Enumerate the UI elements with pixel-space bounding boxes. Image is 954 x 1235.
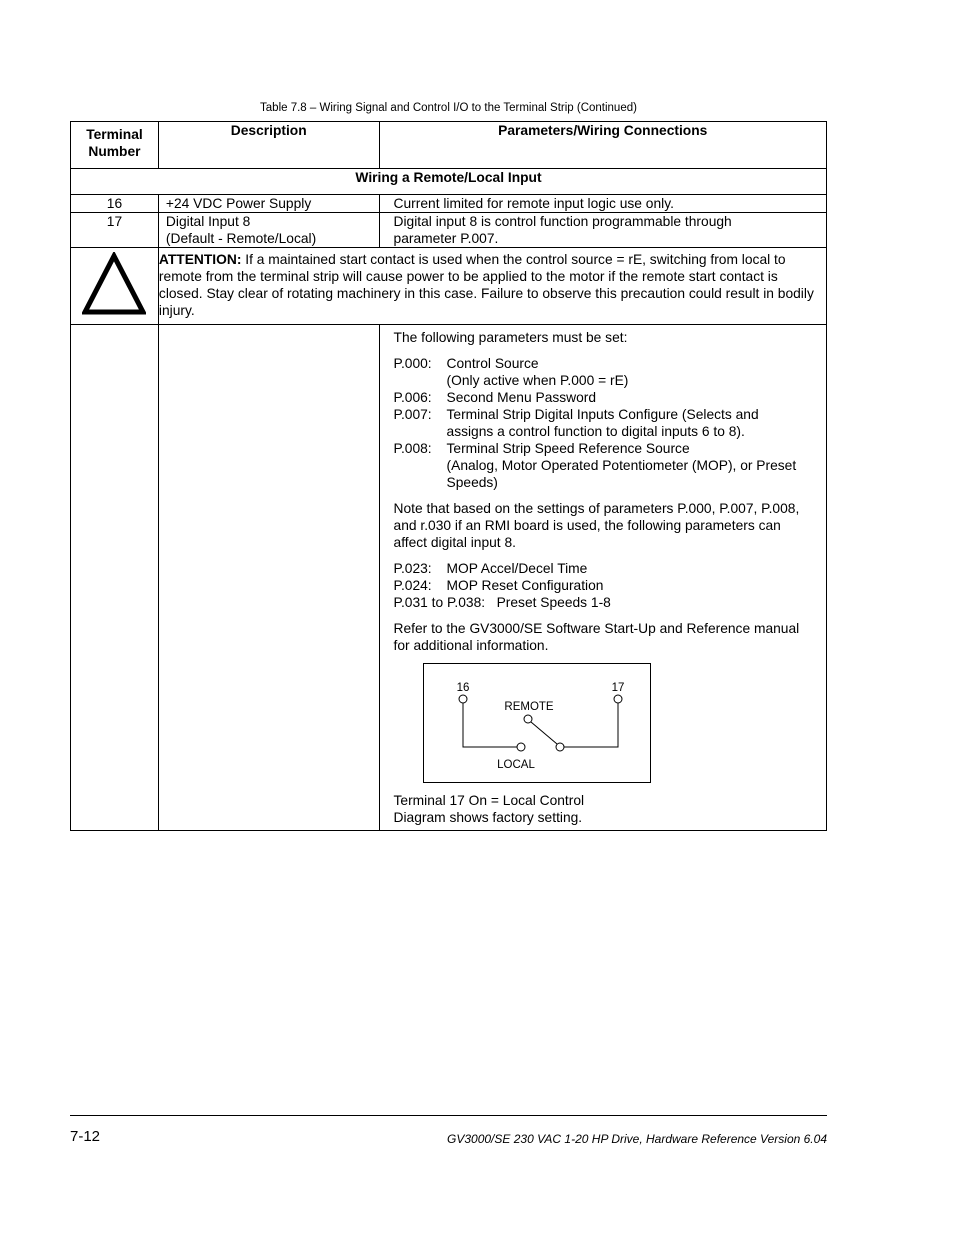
header-description: Description — [158, 122, 379, 169]
switch-arm — [531, 722, 557, 744]
parameter-line: Speeds) — [446, 475, 498, 490]
header-terminal-line1: Terminal — [86, 127, 143, 142]
empty-cell — [158, 325, 379, 831]
terminal-17-contact — [614, 695, 622, 703]
parameter-list-2 — [394, 560, 818, 611]
terminal-connection: Current limited for remote input logic use only. — [379, 195, 826, 213]
parameter-item — [394, 560, 818, 577]
section-title: Wiring a Remote/Local Input — [71, 169, 827, 195]
parameter-text: Second Menu Password — [446, 390, 597, 405]
parameter-item — [394, 389, 818, 406]
terminal-strip-table — [70, 121, 827, 831]
parameter-line: Terminal Strip Digital Inputs Configure (Selects and — [446, 407, 759, 422]
footer-divider — [70, 1115, 827, 1116]
connection-line: Digital input 8 is control function programmable through — [393, 214, 732, 229]
warning-triangle-icon — [82, 252, 146, 316]
section-row — [71, 169, 827, 195]
local-label: LOCAL — [496, 759, 535, 771]
details-cell — [379, 325, 826, 831]
terminal-number: 16 — [71, 195, 159, 213]
details-row — [71, 325, 827, 831]
parameter-text — [447, 355, 818, 389]
note-text: Note that based on the settings of parameters P.000, P.007, P.008, and r.030 if an RMI board is used, the following parameters can affect digital input 8. — [393, 501, 800, 550]
local-contact — [517, 743, 525, 751]
parameter-item — [394, 577, 818, 594]
attention-row — [71, 248, 827, 325]
parameter-code: P.000: — [393, 356, 432, 371]
parameter-text — [447, 406, 818, 440]
intro-text: The following parameters must be set: — [393, 330, 628, 345]
remote-label: REMOTE — [503, 701, 554, 713]
parameter-line: Control Source — [446, 356, 539, 371]
terminal-17-label: 17 — [611, 682, 624, 694]
warning-icon-cell — [71, 248, 159, 325]
parameter-text: MOP Reset Configuration — [446, 578, 604, 593]
parameter-text: MOP Accel/Decel Time — [446, 561, 588, 576]
parameter-line: assigns a control function to digital inputs 6 to 8). — [446, 424, 745, 439]
parameter-item — [394, 440, 818, 491]
attention-text: If a maintained start contact is used when the control source = rE, switching from local to remote from the terminal strip will cause power to be applied to the motor if the remote start contact is closed. Stay clear of rotating machinery in this case. Failure to observe this precaution could result in bodily injury. — [158, 252, 814, 318]
attention-message — [158, 248, 826, 325]
terminal-connection — [379, 213, 826, 248]
page-number: 7-12 — [70, 1128, 101, 1145]
table-row — [71, 195, 827, 213]
attention-label: ATTENTION: — [158, 252, 242, 267]
table-caption: Table 7.8 – Wiring Signal and Control I/O to the Terminal Strip (Continued) — [260, 102, 637, 114]
terminal-number: 17 — [71, 213, 159, 248]
parameter-code: P.007: — [393, 407, 432, 422]
description-line: Digital Input 8 — [165, 214, 251, 229]
wiring-diagram — [423, 663, 651, 783]
parameter-code: P.006: — [393, 390, 432, 405]
parameter-item: P.031 to P.038: Preset Speeds 1-8 — [393, 595, 611, 610]
header-connections: Parameters/Wiring Connections — [379, 122, 826, 169]
parameter-list — [394, 355, 818, 491]
header-terminal-number — [71, 122, 159, 169]
footer-note-line1: Terminal 17 On = Local Control — [393, 793, 585, 808]
parameter-code: P.024: — [393, 578, 432, 593]
switch-contact — [556, 743, 564, 751]
parameter-line: (Analog, Motor Operated Potentiometer (MOP), or Preset — [446, 458, 797, 473]
connection-line: parameter P.007. — [393, 231, 499, 246]
table-header-row — [71, 122, 827, 169]
empty-cell — [71, 325, 159, 831]
terminal-description — [158, 213, 379, 248]
parameter-item — [394, 406, 818, 440]
terminal-description: +24 VDC Power Supply — [158, 195, 379, 213]
switch-pivot — [524, 715, 532, 723]
parameter-code: P.008: — [393, 441, 432, 456]
refer-text: Refer to the GV3000/SE Software Start-Up and Reference manual for additional information. — [393, 621, 800, 653]
description-line: (Default - Remote/Local) — [165, 231, 317, 246]
parameter-code: P.023: — [393, 561, 432, 576]
document-title: GV3000/SE 230 VAC 1-20 HP Drive, Hardware Reference Version 6.04 — [447, 1132, 827, 1146]
terminal-16-label: 16 — [456, 682, 469, 694]
header-terminal-line2: Number — [88, 144, 141, 159]
table-row — [71, 213, 827, 248]
parameter-line: (Only active when P.000 = rE) — [446, 373, 629, 388]
terminal-16-contact — [459, 695, 467, 703]
parameter-line: Terminal Strip Speed Reference Source — [446, 441, 690, 456]
switch-schematic — [424, 664, 650, 782]
parameter-text — [447, 440, 818, 491]
footer-note-line2: Diagram shows factory setting. — [393, 810, 583, 825]
wire-17 — [564, 703, 618, 747]
parameter-item — [394, 355, 818, 389]
